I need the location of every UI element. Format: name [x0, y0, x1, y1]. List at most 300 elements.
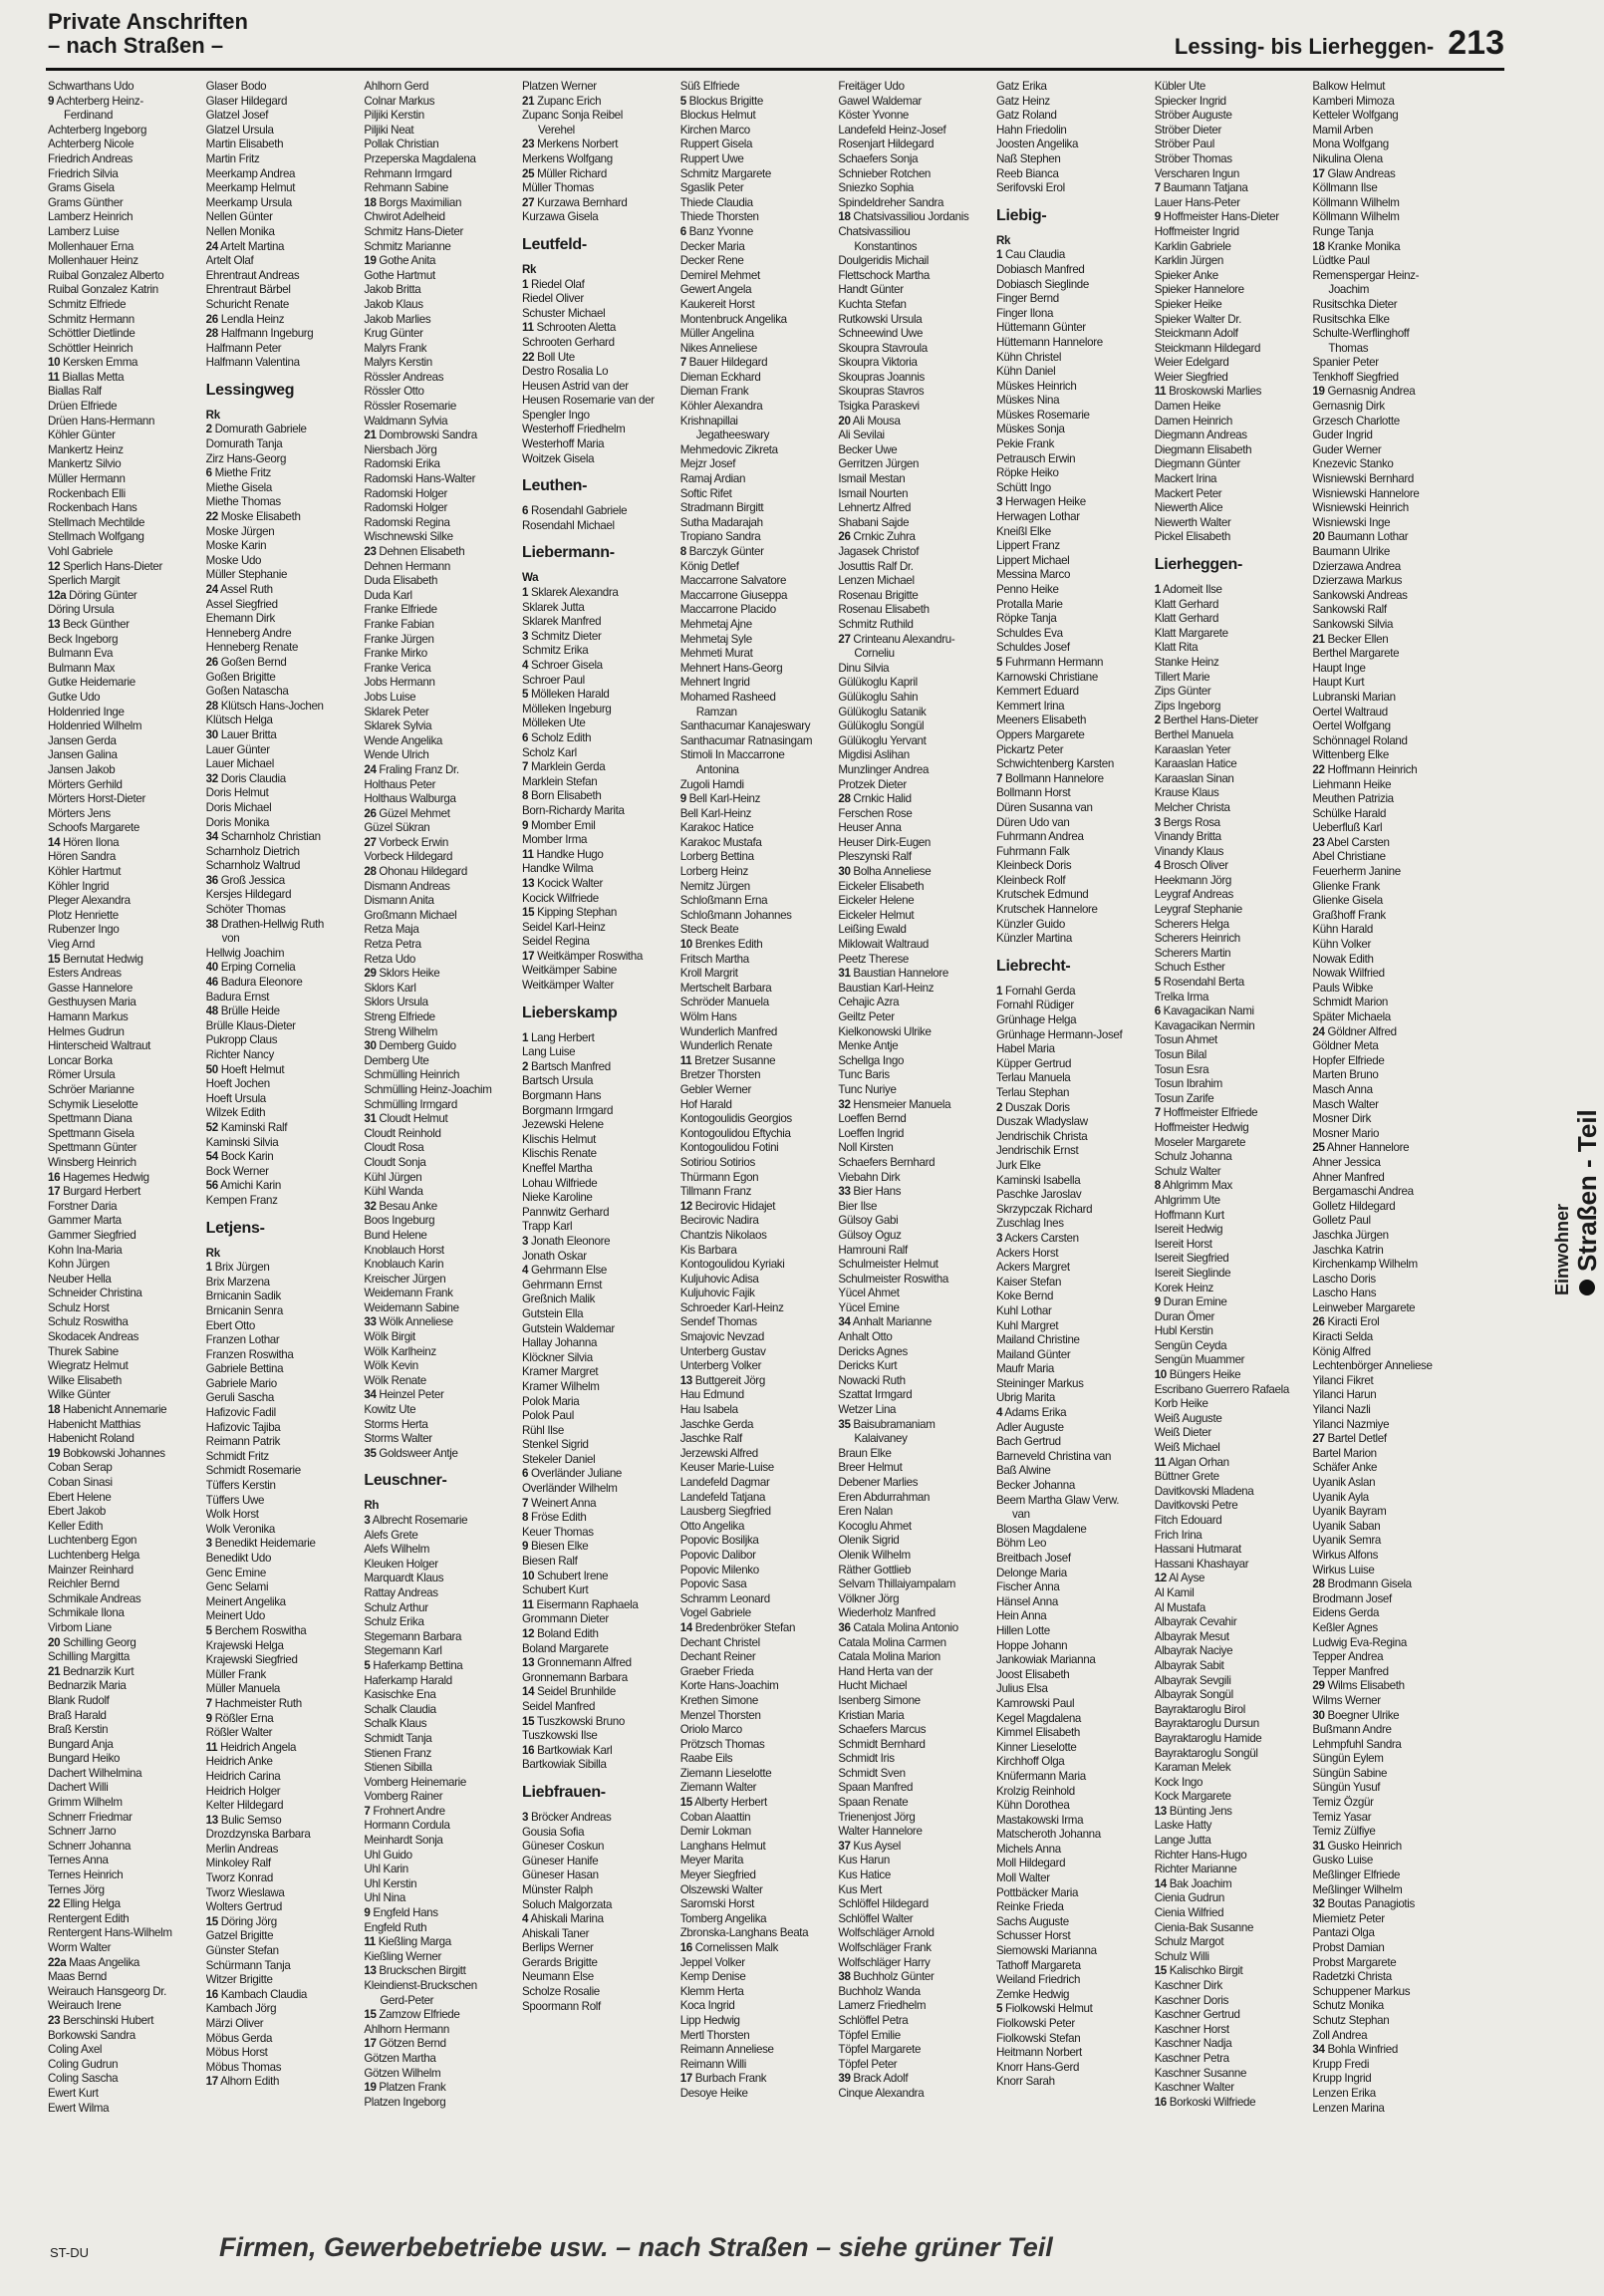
- house-number: 8: [679, 545, 686, 558]
- resident-entry: Müskes Nina: [996, 394, 1060, 408]
- resident-entry: Walter Hannelore: [838, 1825, 923, 1839]
- resident-entry: Wölk Renate: [364, 1373, 426, 1387]
- resident-entry: 24 Artelt Martina: [205, 239, 285, 253]
- resident-entry: 34 Heinzel Peter: [364, 1388, 444, 1402]
- resident-entry: Steck Beate: [679, 923, 739, 937]
- house-number: 32: [838, 1097, 851, 1111]
- resident-entry: Großmann Michael: [364, 908, 457, 922]
- resident-entry: Kaschner Walter: [1154, 2081, 1234, 2095]
- resident-entry: Mertl Thorsten: [679, 2028, 750, 2042]
- resident-entry: 33 Bier Hans: [838, 1185, 902, 1199]
- resident-entry: Keuer Thomas: [522, 1525, 594, 1539]
- house-number: 11: [1154, 385, 1167, 399]
- house-number: 17: [205, 2075, 218, 2089]
- resident-entry: 5 Fuhrmann Hermann: [996, 655, 1104, 669]
- resident-entry: Konstantinos: [854, 239, 918, 253]
- resident-entry: Vorbeck Hildegard: [364, 850, 453, 864]
- resident-entry: Otto Angelika: [679, 1519, 745, 1533]
- resident-entry: Gabriele Mario: [205, 1376, 277, 1390]
- resident-entry: Genc Selami: [205, 1580, 269, 1594]
- resident-entry: Maccarrone Salvatore: [679, 574, 787, 588]
- resident-entry: Nowak Edith: [1312, 952, 1374, 966]
- resident-entry: Jendrischik Christa: [996, 1129, 1088, 1143]
- resident-entry: Szattat Irmgard: [838, 1388, 913, 1402]
- house-number: 7: [522, 760, 529, 774]
- resident-entry: Masch Walter: [1312, 1097, 1379, 1111]
- resident-entry: Schuster Michael: [522, 306, 606, 320]
- resident-entry: Sotiriou Sotirios: [679, 1155, 755, 1169]
- resident-entry: Schröer Marianne: [48, 1082, 134, 1096]
- resident-entry: 30 Bolha Anneliese: [838, 865, 932, 879]
- resident-entry: Niewerth Alice: [1154, 501, 1223, 515]
- resident-entry: Loeffen Bernd: [838, 1112, 907, 1126]
- resident-entry: Ruppert Uwe: [679, 151, 744, 165]
- house-number: 10: [522, 1569, 535, 1582]
- resident-entry: Rosendahl Michael: [522, 518, 615, 532]
- resident-entry: Diegmann Günter: [1154, 457, 1240, 471]
- resident-entry: Henneberg Renate: [205, 641, 299, 655]
- house-number: 26: [838, 530, 851, 544]
- resident-entry: 8 Fröse Edith: [522, 1511, 587, 1525]
- resident-entry: Gülükoglu Satanik: [838, 705, 927, 718]
- resident-entry: Lange Jutta: [1154, 1834, 1211, 1848]
- resident-entry: Köhler Hartmut: [48, 865, 122, 879]
- resident-entry: Stegemann Karl: [364, 1644, 442, 1658]
- resident-entry: Rössler Otto: [364, 385, 424, 399]
- house-number: 21: [522, 94, 535, 108]
- resident-entry: Uyanik Bayram: [1312, 1505, 1387, 1519]
- resident-entry: 13 Buttgereit Jörg: [679, 1373, 765, 1387]
- resident-entry: Schäfer Anke: [1312, 1461, 1378, 1475]
- resident-entry: Braß Harald: [48, 1708, 107, 1722]
- house-number: 20: [1312, 530, 1325, 544]
- resident-entry: Thürmann Egon: [679, 1170, 759, 1184]
- resident-entry: Spaan Renate: [838, 1796, 909, 1810]
- resident-entry: 16 Hagemes Hedwig: [48, 1170, 149, 1184]
- resident-entry: Schmidt Bernhard: [838, 1737, 926, 1751]
- resident-entry: Blosen Magdalene: [996, 1522, 1087, 1536]
- resident-entry: Cloudt Sonja: [364, 1155, 426, 1169]
- house-number: 28: [838, 792, 851, 806]
- resident-entry: Tunc Nuriye: [838, 1082, 897, 1096]
- resident-entry: Duran Ömer: [1154, 1309, 1214, 1323]
- resident-entry: Mailand Günter: [996, 1347, 1071, 1361]
- house-number: 28: [1312, 1578, 1325, 1591]
- house-number: 34: [364, 1388, 377, 1402]
- resident-entry: Klischis Helmut: [522, 1132, 597, 1146]
- resident-entry: Temiz Özgür: [1312, 1796, 1374, 1810]
- house-number: 36: [205, 873, 218, 887]
- resident-entry: Glatzel Ursula: [205, 123, 274, 137]
- resident-entry: Süß Elfriede: [679, 80, 740, 93]
- resident-entry: Joosten Angelika: [996, 138, 1079, 151]
- resident-entry: Sendef Thomas: [679, 1315, 757, 1329]
- house-number: 34: [1312, 2043, 1325, 2057]
- resident-entry: Zbronska-Langhans Beata: [679, 1926, 809, 1940]
- resident-entry: 31 Gusko Heinrich: [1312, 1839, 1402, 1853]
- resident-entry: Damen Heinrich: [1154, 414, 1232, 428]
- resident-entry: Leißing Ewald: [838, 923, 907, 937]
- resident-entry: 18 Chatsivassiliou Jordanis: [838, 210, 969, 224]
- resident-entry: Matscheroth Johanna: [996, 1828, 1101, 1842]
- resident-entry: Tenkhoff Siegfried: [1312, 370, 1399, 384]
- resident-entry: Drüen Hans-Hermann: [48, 414, 155, 428]
- resident-entry: Coling Gudrun: [48, 2057, 119, 2071]
- resident-entry: Gutke Udo: [48, 690, 101, 704]
- resident-entry: Probst Margarete: [1312, 1955, 1397, 1969]
- resident-entry: Boos Ingeburg: [364, 1214, 435, 1228]
- resident-entry: 5 Rosendahl Berta: [1154, 976, 1244, 990]
- resident-entry: Weidemann Frank: [364, 1287, 453, 1300]
- resident-entry: Göldner Meta: [1312, 1039, 1379, 1053]
- house-number: 3: [996, 1231, 1003, 1245]
- resident-entry: Martin Fritz: [205, 151, 260, 165]
- resident-entry: Helmes Gudrun: [48, 1024, 125, 1038]
- resident-entry: Lipp Hedwig: [679, 2013, 740, 2027]
- house-number: 30: [364, 1039, 377, 1053]
- resident-entry: Streng Elfriede: [364, 1010, 435, 1023]
- house-number: 12: [522, 1627, 535, 1640]
- resident-entry: Wittenberg Elke: [1312, 748, 1389, 762]
- resident-entry: Mehnert Hans-Georg: [679, 661, 783, 675]
- resident-entry: Mosner Mario: [1312, 1126, 1380, 1140]
- resident-entry: Sankowski Andreas: [1312, 588, 1408, 602]
- resident-entry: Kock Ingo: [1154, 1775, 1203, 1789]
- resident-entry: Freitäger Udo: [838, 80, 905, 93]
- resident-entry: Melcher Christa: [1154, 800, 1230, 814]
- resident-entry: Weiß Dieter: [1154, 1426, 1211, 1440]
- resident-entry: Adler Auguste: [996, 1420, 1064, 1434]
- resident-entry: 25 Müller Richard: [522, 166, 607, 180]
- resident-entry: Wunderlich Manfred: [679, 1024, 777, 1038]
- resident-entry: Forstner Daria: [48, 1199, 118, 1213]
- house-number: 30: [1312, 1708, 1325, 1722]
- resident-entry: Wetzer Lina: [838, 1403, 897, 1417]
- resident-entry: Bayraktaroglu Birol: [1154, 1702, 1246, 1716]
- resident-entry: Moske Karin: [205, 539, 267, 553]
- house-number: 22a: [48, 1955, 67, 1969]
- resident-entry: Wunderlich Renate: [679, 1039, 773, 1053]
- resident-entry: Gawel Waldemar: [838, 94, 922, 108]
- resident-entry: Reimann Patrik: [205, 1435, 281, 1449]
- resident-entry: Lascho Doris: [1312, 1272, 1376, 1286]
- house-number: 5: [522, 688, 529, 702]
- resident-entry: Schulte-Werflinghoff: [1312, 327, 1410, 341]
- resident-entry: Scherers Martin: [1154, 946, 1231, 960]
- resident-entry: Scholze Rosalie: [522, 1985, 600, 1999]
- resident-entry: Scholz Karl: [522, 745, 577, 759]
- resident-entry: Müller Manuela: [205, 1682, 281, 1696]
- resident-entry: 35 Baisubramaniam: [838, 1417, 936, 1431]
- resident-entry: Kocick Wilfriede: [522, 891, 599, 905]
- resident-entry: Kegel Magdalena: [996, 1711, 1082, 1725]
- house-number: 5: [996, 655, 1003, 669]
- resident-entry: Bednarzik Maria: [48, 1679, 127, 1693]
- resident-entry: Hein Anna: [996, 1609, 1047, 1623]
- resident-entry: Lamberz Heinrich: [48, 210, 134, 224]
- resident-entry: Gronnemann Barbara: [522, 1670, 628, 1684]
- resident-entry: 27 Crinteanu Alexandru-: [838, 632, 955, 646]
- resident-entry: Thomas: [1328, 341, 1369, 355]
- resident-entry: Sklarek Manfred: [522, 615, 602, 629]
- resident-entry: Gusko Luise: [1312, 1854, 1373, 1867]
- resident-entry: Skoupras Joannis: [838, 370, 925, 384]
- house-number: 35: [364, 1446, 377, 1460]
- resident-entry: Lüdtke Paul: [1312, 254, 1370, 268]
- directory-columns: [48, 80, 1463, 2222]
- resident-entry: 48 Brülle Heide: [205, 1004, 280, 1018]
- house-number: 25: [522, 166, 535, 180]
- resident-entry: Jaschka Jürgen: [1312, 1228, 1389, 1242]
- resident-entry: Jakob Klaus: [364, 297, 423, 311]
- resident-entry: Sklors Karl: [364, 981, 416, 995]
- resident-entry: Zoll Andrea: [1312, 2028, 1368, 2042]
- resident-entry: Gülükoglu Sahin: [838, 690, 919, 704]
- resident-entry: Schmitz Marianne: [364, 239, 451, 253]
- resident-entry: Goßen Brigitte: [205, 670, 276, 684]
- resident-entry: Kroll Margrit: [679, 967, 738, 981]
- resident-entry: Wisniewski Bernhard: [1312, 472, 1414, 486]
- resident-entry: Glaser Hildegard: [205, 94, 288, 108]
- resident-entry: Dechant Christel: [679, 1635, 760, 1649]
- house-number: 1: [996, 248, 1003, 262]
- resident-entry: Kavagacikan Nermin: [1154, 1018, 1255, 1032]
- resident-entry: Grünhage Helga: [996, 1013, 1077, 1027]
- resident-entry: Heuser Dirk-Eugen: [838, 835, 931, 849]
- house-number: 9: [1154, 210, 1161, 224]
- resident-entry: 26 Güzel Mehmet: [364, 806, 450, 820]
- house-number: 24: [1312, 1024, 1325, 1038]
- resident-entry: 17 Götzen Bernd: [364, 2037, 446, 2051]
- resident-entry: Stekeler Daniel: [522, 1452, 596, 1466]
- resident-entry: Mehmedovic Zikreta: [679, 442, 778, 456]
- resident-entry: Krolzig Reinhold: [996, 1784, 1075, 1798]
- house-number: 3: [996, 495, 1003, 509]
- resident-entry: Schmidt Rosemarie: [205, 1464, 301, 1478]
- resident-entry: Fiolkowski Peter: [996, 2017, 1075, 2030]
- resident-entry: Rockenbach Elli: [48, 486, 126, 500]
- resident-entry: Meerkamp Andrea: [205, 166, 296, 180]
- resident-entry: Kasischke Ena: [364, 1688, 436, 1702]
- house-number: 24: [205, 239, 218, 253]
- house-number: 11: [364, 1935, 376, 1949]
- resident-entry: Hamrouni Ralf: [838, 1243, 908, 1257]
- resident-entry: Gutstein Ella: [522, 1306, 584, 1320]
- resident-entry: Rosenau Brigitte: [838, 588, 919, 602]
- resident-entry: 21 Bednarzik Kurt: [48, 1664, 134, 1678]
- resident-entry: Joost Elisabeth: [996, 1667, 1070, 1681]
- resident-entry: Reimann Willi: [679, 2057, 747, 2071]
- resident-entry: Krutschek Edmund: [996, 888, 1089, 902]
- resident-entry: Pottbäcker Maria: [996, 1885, 1079, 1899]
- house-number: 8: [522, 789, 529, 803]
- resident-entry: Schulz Arthur: [364, 1600, 428, 1614]
- resident-entry: Eickeler Elisabeth: [838, 879, 925, 893]
- resident-entry: Jurk Elke: [996, 1158, 1041, 1172]
- resident-entry: Zupanc Sonja Reibel: [522, 109, 623, 123]
- house-number: 3: [1154, 815, 1161, 829]
- resident-entry: Rusitschka Elke: [1312, 312, 1390, 326]
- house-number: 7: [1154, 181, 1161, 195]
- resident-entry: Kemmert Irina: [996, 699, 1065, 713]
- resident-entry: 31 Cloudt Helmut: [364, 1112, 448, 1126]
- resident-entry: Radomski Erika: [364, 457, 440, 471]
- resident-entry: Kramer Wilhelm: [522, 1379, 600, 1393]
- resident-entry: Mastakowski Irma: [996, 1813, 1084, 1827]
- resident-entry: 2 Berthel Hans-Dieter: [1154, 714, 1258, 727]
- house-number: 3: [364, 1514, 371, 1527]
- resident-entry: Schnerr Johanna: [48, 1839, 132, 1853]
- house-number: 15: [48, 952, 61, 966]
- resident-entry: Pauls Wibke: [1312, 981, 1373, 995]
- resident-entry: Lauer Hans-Peter: [1154, 195, 1240, 209]
- resident-entry: Wölm Hans: [679, 1010, 737, 1023]
- resident-entry: Albayrak Naciye: [1154, 1644, 1233, 1658]
- resident-entry: 1 Brix Jürgen: [205, 1261, 270, 1275]
- resident-entry: Hellwig Joachim: [205, 946, 285, 960]
- resident-entry: Finger Bernd: [996, 292, 1059, 306]
- house-number: 54: [205, 1150, 218, 1164]
- resident-entry: 3 Herwagen Heike: [996, 495, 1086, 509]
- resident-entry: 15 Alberty Herbert: [679, 1796, 767, 1810]
- resident-entry: Plotz Henriette: [48, 908, 119, 922]
- house-number: 16: [522, 1743, 535, 1757]
- resident-entry: Frich Irina: [1154, 1528, 1203, 1542]
- resident-entry: Hormann Cordula: [364, 1819, 450, 1833]
- resident-entry: Schaefers Bernhard: [838, 1155, 936, 1169]
- resident-entry: Radetzki Christa: [1312, 1970, 1392, 1984]
- house-number: 26: [1312, 1315, 1325, 1329]
- resident-entry: Fuhrmann Andrea: [996, 830, 1084, 844]
- house-number: 10: [1154, 1368, 1167, 1382]
- resident-entry: 23 Dehnen Elisabeth: [364, 545, 465, 558]
- resident-entry: Pleger Alexandra: [48, 894, 131, 908]
- resident-entry: Keller Edith: [48, 1519, 104, 1533]
- resident-entry: Demir Lokman: [679, 1825, 751, 1839]
- resident-entry: Niersbach Jörg: [364, 442, 437, 456]
- resident-entry: Mona Wolfgang: [1312, 138, 1389, 151]
- footer-note: Firmen, Gewerbebetriebe usw. – nach Straßen – siehe grüner Teil: [219, 2232, 1053, 2262]
- resident-entry: Nikulina Olena: [1312, 151, 1383, 165]
- resident-entry: Doris Monika: [205, 815, 270, 829]
- resident-entry: Habel Maria: [996, 1042, 1055, 1056]
- resident-entry: Wölk Karlheinz: [364, 1344, 436, 1358]
- resident-entry: Grams Günther: [48, 195, 124, 209]
- resident-entry: Schalk Klaus: [364, 1717, 427, 1731]
- resident-entry: Schulmeister Roswitha: [838, 1272, 948, 1286]
- resident-entry: Stradmann Birgitt: [679, 501, 764, 515]
- resident-entry: 24 Göldner Alfred: [1312, 1024, 1397, 1038]
- resident-entry: Scherers Helga: [1154, 917, 1229, 931]
- resident-entry: Schramm Leonard: [679, 1591, 770, 1605]
- resident-entry: Mankertz Silvio: [48, 457, 122, 471]
- resident-entry: Streng Wilhelm: [364, 1024, 438, 1038]
- house-number: 7: [996, 771, 1003, 785]
- resident-entry: Sankowski Ralf: [1312, 603, 1387, 617]
- resident-entry: Lorberg Heinz: [679, 865, 748, 879]
- resident-entry: Kamrowski Paul: [996, 1696, 1075, 1710]
- resident-entry: Luchtenberg Egon: [48, 1534, 137, 1548]
- side-label-big: Straßen - Teil: [1572, 1109, 1602, 1272]
- resident-entry: 7 Hoffmeister Elfriede: [1154, 1106, 1258, 1120]
- page-header-left: [48, 10, 248, 58]
- resident-entry: Kaschner Petra: [1154, 2051, 1229, 2065]
- house-number: 1: [1154, 583, 1161, 596]
- resident-entry: Ludwig Eva-Regina: [1312, 1635, 1407, 1649]
- resident-entry: Eren Nalan: [838, 1505, 893, 1519]
- resident-entry: Tropiano Sandra: [679, 530, 761, 544]
- resident-entry: Güzel Sükran: [364, 821, 430, 835]
- resident-entry: Klöckner Silvia: [522, 1350, 593, 1364]
- resident-entry: 25 Ahner Hannelore: [1312, 1141, 1410, 1155]
- house-number: 4: [996, 1406, 1003, 1420]
- resident-entry: 9 Rößler Erna: [205, 1711, 274, 1725]
- resident-entry: Moll Hildegard: [996, 1857, 1066, 1870]
- resident-entry: Tomberg Angelika: [679, 1911, 767, 1925]
- resident-entry: Schloßmann Erna: [679, 894, 768, 908]
- resident-entry: Dehnen Hermann: [364, 559, 450, 573]
- resident-entry: Santhacumar Ratnasingam: [679, 733, 813, 747]
- resident-entry: Golletz Paul: [1312, 1214, 1371, 1228]
- resident-entry: Liehmann Heike: [1312, 777, 1392, 791]
- resident-entry: Popovic Milenko: [679, 1563, 759, 1577]
- resident-entry: Virbom Liane: [48, 1620, 112, 1634]
- resident-entry: Tillmann Franz: [679, 1185, 752, 1199]
- resident-entry: Töpfel Peter: [838, 2057, 898, 2071]
- resident-entry: 14 Bak Joachim: [1154, 1876, 1232, 1890]
- resident-entry: Borgmann Hans: [522, 1089, 602, 1103]
- resident-entry: Kontogoulidou Kyriaki: [679, 1258, 785, 1272]
- directory-column: [996, 80, 1147, 2222]
- resident-entry: 5 Haferkamp Bettina: [364, 1658, 463, 1672]
- resident-entry: 8 Born Elisabeth: [522, 789, 602, 803]
- resident-entry: Möbus Gerda: [205, 2031, 273, 2045]
- house-number: 12a: [48, 588, 67, 602]
- resident-entry: Berlips Werner: [522, 1941, 594, 1955]
- resident-entry: Räther Gottlieb: [838, 1563, 912, 1577]
- resident-entry: Josuttis Ralf Dr.: [838, 559, 914, 573]
- resident-entry: Künzler Martina: [996, 932, 1072, 946]
- resident-entry: Maccarrone Placido: [679, 603, 776, 617]
- resident-entry: Kus Harun: [838, 1854, 890, 1867]
- resident-entry: Schroeder Karl-Heinz: [679, 1300, 784, 1314]
- resident-entry: Schymik Lieselotte: [48, 1097, 138, 1111]
- resident-entry: 17 Alhorn Edith: [205, 2075, 280, 2089]
- resident-entry: Meinhardt Sonja: [364, 1834, 443, 1848]
- resident-entry: Sankowski Silvia: [1312, 617, 1394, 631]
- resident-entry: Gousia Sofia: [522, 1825, 585, 1839]
- resident-entry: Lenzen Michael: [838, 574, 915, 588]
- resident-entry: Habenicht Matthias: [48, 1417, 140, 1431]
- resident-entry: Wolters Gertrud: [205, 1900, 283, 1914]
- directory-column: [1312, 80, 1463, 2222]
- street-heading: Liebermann-: [522, 544, 615, 562]
- resident-entry: Borkowski Sandra: [48, 2028, 135, 2042]
- resident-entry: Jagasek Christof: [838, 545, 920, 558]
- resident-entry: Glaser Bodo: [205, 80, 267, 93]
- resident-entry: Mankertz Heinz: [48, 442, 124, 456]
- resident-entry: 10 Kersken Emma: [48, 356, 138, 370]
- resident-entry: 20 Baumann Lothar: [1312, 530, 1409, 544]
- resident-entry: Golletz Hildegard: [1312, 1199, 1396, 1213]
- house-number: 18: [48, 1403, 61, 1417]
- house-number: 56: [205, 1179, 218, 1193]
- resident-entry: Müller Angelina: [679, 327, 754, 341]
- resident-entry: 24 Assel Ruth: [205, 583, 273, 596]
- resident-entry: Moseler Margarete: [1154, 1135, 1246, 1149]
- resident-entry: Borgmann Irmgard: [522, 1103, 614, 1117]
- resident-entry: Kuljuhovic Adisa: [679, 1272, 759, 1286]
